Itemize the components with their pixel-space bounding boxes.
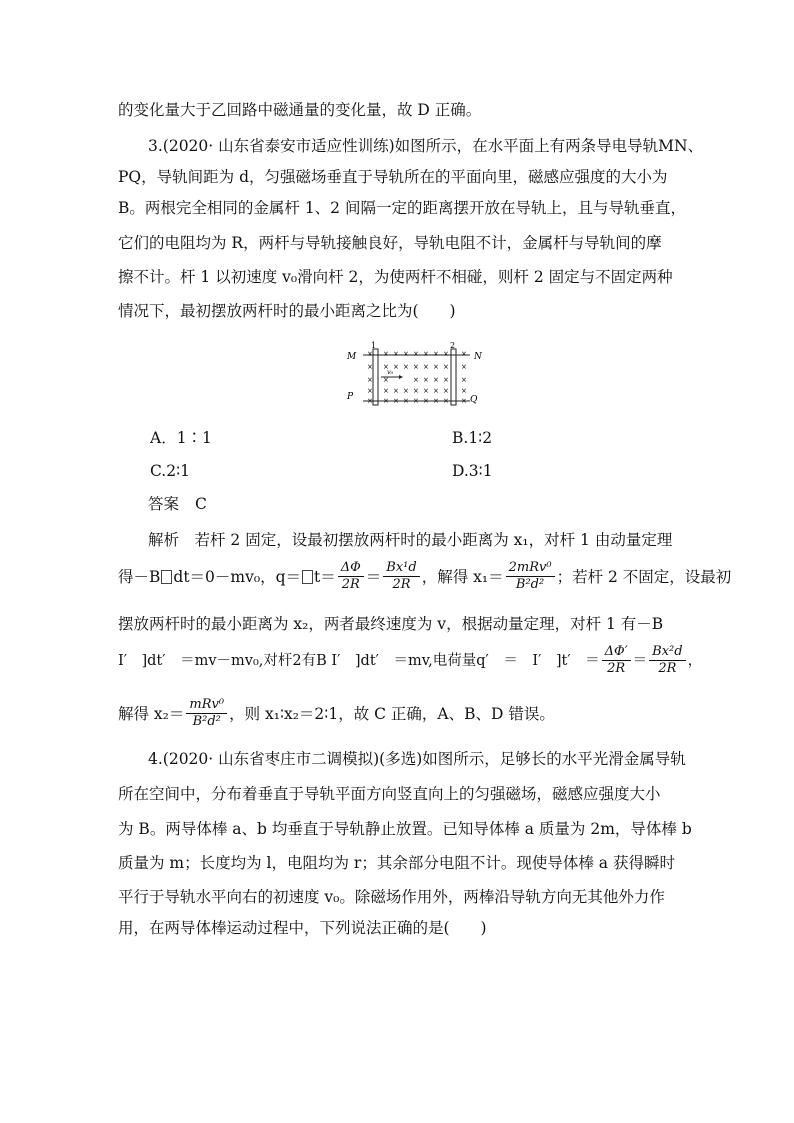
field-cross: × (393, 387, 399, 395)
field-cross: × (403, 363, 409, 371)
field-cross: × (461, 397, 467, 405)
question-4-line-3: 为 B。两导体棒 a、b 均垂直于导轨静止放置。已知导体棒 a 质量为 2m，导体棒 b (118, 820, 692, 838)
analysis-text: ，则 x₁∶x₂＝2∶1，故 C 正确，A、B、D 错误。 (229, 704, 555, 723)
field-cross: × (383, 363, 389, 371)
field-cross: × (393, 397, 399, 405)
option-d: D.3∶1 (452, 462, 493, 480)
question-3-line-3: B。两根完全相同的金属杆 1、2 间隔一定的距离摆开放在导轨上，且与导轨垂直， (118, 199, 686, 217)
fraction-numerator: ΔΦ′ (602, 644, 631, 661)
field-cross: × (461, 376, 467, 384)
question-4-line-6: 用，在两导体棒运动过程中，下列说法正确的是( ) (118, 919, 487, 937)
fraction-numerator: Bx²d (649, 644, 685, 661)
field-cross: × (461, 387, 467, 395)
analysis-text: dt＝0－mv₀，q＝ (173, 567, 301, 586)
fraction-delta-phi-prime (602, 644, 631, 677)
question-3-line-5: 擦不计。杆 1 以初速度 v₀滑向杆 2，为使两杆不相碰，则杆 2 固定与不固定两种 (118, 268, 673, 286)
field-cross: × (433, 363, 439, 371)
field-cross: × (461, 350, 467, 358)
field-cross: × (443, 363, 449, 371)
text-line: 的变化量大于乙回路中磁通量的变化量，故 D 正确。 (118, 101, 482, 119)
field-cross: × (443, 350, 449, 358)
question-3-line-2: PQ，导轨间距为 d，匀强磁场垂直于导轨所在的平面向里，磁感应强度的大小为 (118, 168, 668, 186)
fraction-delta-phi (338, 560, 364, 593)
missing-glyph-box (161, 570, 172, 584)
analysis-line-2 (118, 560, 731, 593)
field-cross: × (393, 363, 399, 371)
question-4-line-4: 质量为 m；长度均为 l，电阻均为 r；其余部分电阻不计。现使导体棒 a 获得瞬时 (118, 854, 675, 872)
label-m: M (347, 352, 357, 362)
fraction-denominator: 2R (392, 577, 411, 592)
answer-label: 答案 (148, 495, 180, 513)
question-4-line-2: 所在空间中，分布着垂直于导轨平面方向竖直向上的匀强磁场，磁感应强度大小 (118, 785, 661, 803)
field-cross: × (443, 387, 449, 395)
field-cross: × (383, 376, 389, 384)
field-cross: × (423, 376, 429, 384)
field-cross: × (433, 387, 439, 395)
field-cross: × (367, 387, 373, 395)
fraction-numerator: Bx¹d (383, 560, 419, 577)
question-4-line-5: 平行于导轨水平向右的初速度 v₀。除磁场作用外，两棒沿导轨方向无其他外力作 (118, 888, 665, 906)
answer-value: C (195, 495, 207, 513)
field-cross: × (423, 397, 429, 405)
field-cross: × (443, 376, 449, 384)
answer-line (148, 494, 207, 514)
field-cross: × (423, 350, 429, 358)
fraction-bx2d (649, 644, 685, 677)
label-rod-2: 2 (450, 341, 456, 350)
field-cross: × (423, 363, 429, 371)
missing-glyph-box (302, 570, 313, 584)
analysis-text: ，解得 x₁＝ (421, 567, 504, 586)
label-n: N (474, 352, 482, 362)
fraction-denominator: 2R (341, 577, 360, 592)
field-cross: × (433, 350, 439, 358)
analysis-line-5 (118, 697, 555, 730)
field-cross: × (393, 350, 399, 358)
field-cross: × (367, 363, 373, 371)
option-a: A．1∶1 (150, 429, 212, 447)
analysis-text: ；若杆 2 不固定，设最初 (556, 567, 732, 586)
field-cross: × (367, 350, 373, 358)
field-cross: × (461, 363, 467, 371)
field-cross: × (367, 376, 373, 384)
field-cross: × (413, 363, 419, 371)
field-cross: × (433, 397, 439, 405)
option-b: B.1∶2 (452, 429, 493, 447)
label-q: Q (470, 395, 478, 405)
question-4-line-1: 4.(2020· 山东省枣庄市二调模拟)(多选)如图所示，足够长的水平光滑金属导轨 (148, 750, 686, 768)
analysis-text: ， (687, 652, 703, 669)
analysis-line-4 (118, 644, 702, 677)
field-cross: × (383, 387, 389, 395)
label-p: P (347, 392, 354, 402)
rod-2 (451, 349, 456, 405)
fraction-bxd (383, 560, 419, 593)
field-cross: × (433, 376, 439, 384)
analysis-line-1: 解析 若杆 2 固定，设最初摆放两杆时的最小距离为 x₁，对杆 1 由动量定理 (148, 531, 673, 549)
field-cross: × (413, 387, 419, 395)
field-cross: × (413, 350, 419, 358)
field-cross: × (423, 387, 429, 395)
field-cross: × (367, 397, 373, 405)
equals-sign: ＝ (365, 567, 382, 586)
fraction-x2 (186, 697, 227, 730)
fraction-numerator: mRv⁰ (186, 697, 227, 714)
fraction-denominator: B²d² (515, 577, 545, 592)
label-rod-1: 1 (371, 341, 377, 350)
field-cross: × (383, 397, 389, 405)
rail-diagram (345, 340, 485, 410)
field-cross: × (403, 397, 409, 405)
analysis-text: I′ ]dt′ ＝mv－mv₀,对杆2有B I′ ]dt′ ＝mv,电荷量q′ ＝ I′ ]t′ ＝ (118, 652, 600, 669)
equals-sign: ＝ (632, 652, 648, 669)
label-v0: v₀ (387, 368, 394, 376)
fraction-x1 (506, 560, 555, 593)
option-c: C.2∶1 (150, 462, 190, 480)
question-3-line-6: 情况下，最初摆放两杆时的最小距离之比为( ) (118, 302, 456, 320)
analysis-text: 得－B (118, 567, 161, 586)
fraction-denominator: B²d² (192, 714, 221, 729)
field-cross: × (403, 387, 409, 395)
field-cross: × (383, 350, 389, 358)
question-3-line-1: 3.(2020· 山东省泰安市适应性训练)如图所示，在水平面上有两条导电导轨MN、 (148, 137, 704, 155)
field-cross: × (413, 397, 419, 405)
field-cross: × (443, 397, 449, 405)
fraction-denominator: 2R (607, 661, 626, 676)
analysis-line-3: 摆放两杆时的最小距离为 x₂，两者最终速度为 v，根据动量定理，对杆 1 有－B (118, 615, 664, 633)
question-3-line-4: 它们的电阻均为 R，两杆与导轨接触良好，导轨电阻不计，金属杆与导轨间的摩 (118, 234, 662, 252)
field-cross: × (413, 376, 419, 384)
velocity-arrowhead (399, 375, 403, 379)
field-cross: × (403, 350, 409, 358)
fraction-denominator: 2R (658, 661, 677, 676)
fraction-numerator: 2mRv⁰ (506, 560, 555, 577)
fraction-numerator: ΔΦ (338, 560, 364, 577)
analysis-text: 解得 x₂＝ (118, 704, 185, 723)
analysis-text: t＝ (314, 567, 336, 586)
rod-1 (373, 349, 378, 405)
